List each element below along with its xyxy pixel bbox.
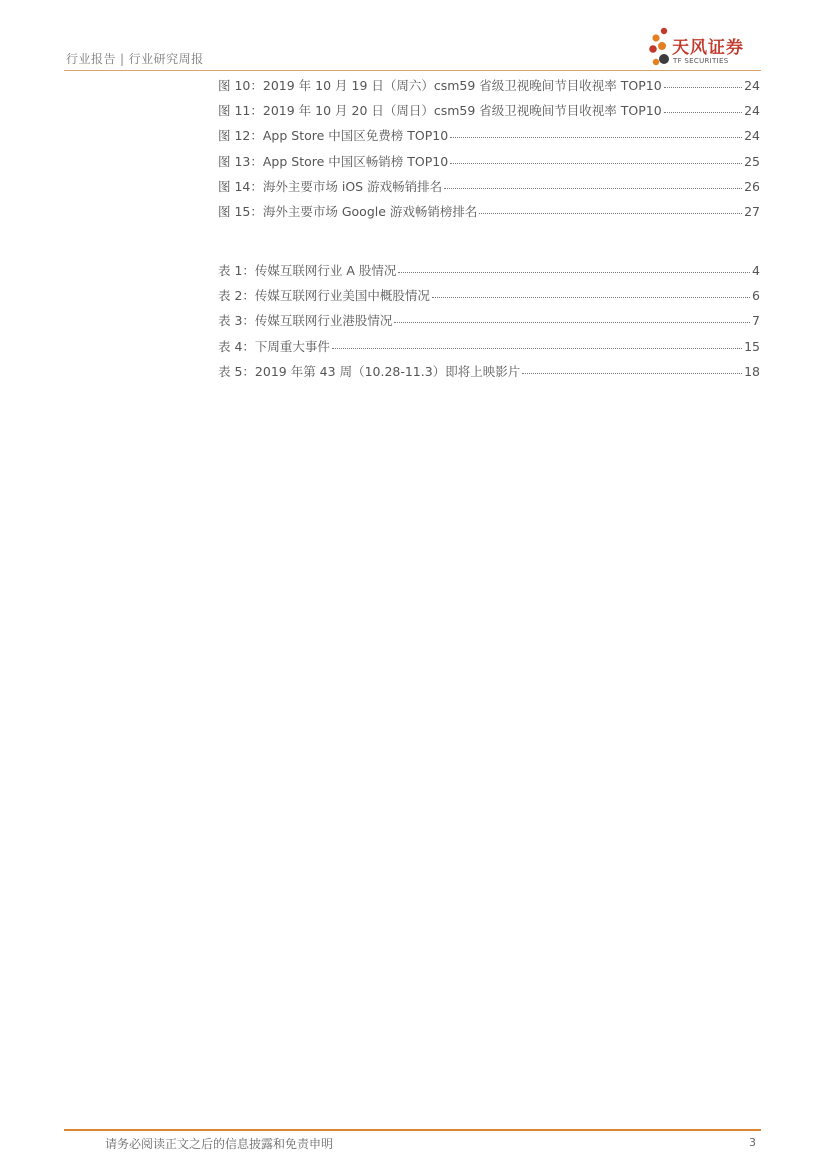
toc-entry-label: 图 12：App Store 中国区免费榜 TOP10 [218, 128, 449, 144]
toc-entry-page: 24 [744, 78, 760, 93]
toc-entry[interactable] [218, 202, 760, 227]
toc-entry-page: 24 [744, 128, 760, 144]
header-separator: | [120, 52, 125, 66]
toc-entry[interactable] [218, 76, 760, 101]
toc-leader-dots [450, 127, 742, 138]
toc-entry[interactable] [218, 152, 760, 177]
toc-entry-label: 图 10：2019 年 10 月 19 日（周六）csm59 省级卫视晚间节目收视率 TOP10 [218, 78, 662, 93]
toc-entry[interactable] [218, 177, 760, 202]
toc-entry-label: 表 4：下周重大事件 [218, 338, 330, 354]
toc-entry[interactable] [218, 337, 760, 362]
toc-leader-dots [522, 363, 742, 374]
toc-entry-label: 图 15：海外主要市场 Google 游戏畅销榜排名 [218, 203, 478, 219]
toc-entry-label: 图 13：App Store 中国区畅销榜 TOP10 [218, 153, 449, 169]
header-divider [64, 70, 761, 71]
logo-subtitle: TF SECURITIES [673, 57, 729, 65]
toc-entry-label: 表 1：传媒互联网行业 A 股情况 [218, 263, 397, 278]
toc-entry-page: 7 [752, 313, 760, 329]
report-header [66, 50, 204, 67]
toc-entry-label: 表 3：传媒互联网行业港股情况 [218, 313, 393, 329]
toc-leader-dots [664, 77, 742, 88]
toc-entry-label: 图 14：海外主要市场 iOS 游戏畅销排名 [218, 178, 443, 194]
table-list [218, 261, 760, 387]
figure-list [218, 76, 760, 227]
toc-leader-dots [450, 153, 742, 164]
toc-entry-page: 24 [744, 103, 760, 119]
toc-leader-dots [398, 262, 750, 273]
toc-leader-dots [444, 178, 742, 189]
toc-entry-page: 18 [744, 363, 760, 379]
toc-entry[interactable] [218, 311, 760, 336]
header-subtitle: 行业研究周报 [128, 52, 204, 66]
logo-name: 天风证券 [672, 38, 744, 58]
toc-entry-page: 27 [744, 203, 760, 219]
footer-disclaimer: 请务必阅读正文之后的信息披露和免责申明 [105, 1137, 334, 1151]
toc-entry[interactable] [218, 101, 760, 126]
toc-entry-label: 图 11：2019 年 10 月 20 日（周日）csm59 省级卫视晚间节目收视率 TOP10 [218, 103, 662, 119]
toc-entry-label: 表 2：传媒互联网行业美国中概股情况 [218, 288, 430, 304]
toc-leader-dots [479, 203, 742, 214]
toc-entry[interactable] [218, 261, 760, 286]
toc-entry-page: 4 [752, 263, 760, 278]
toc-leader-dots [432, 287, 750, 298]
toc-entry-label: 表 5：2019 年第 43 周（10.28-11.3）即将上映影片 [218, 363, 521, 379]
toc-entry[interactable] [218, 286, 760, 311]
toc-leader-dots [664, 102, 742, 113]
toc-leader-dots [332, 338, 742, 349]
toc-entry-page: 25 [744, 153, 760, 169]
toc-entry[interactable] [218, 362, 760, 387]
toc-leader-dots [394, 312, 750, 323]
header-category: 行业报告 [66, 52, 117, 66]
toc-entry-page: 15 [744, 338, 760, 354]
toc-entry-page: 6 [752, 288, 760, 304]
toc-entry-page: 26 [744, 178, 760, 194]
page-number: 3 [749, 1136, 756, 1149]
footer-divider [64, 1129, 761, 1131]
toc-entry[interactable] [218, 126, 760, 151]
